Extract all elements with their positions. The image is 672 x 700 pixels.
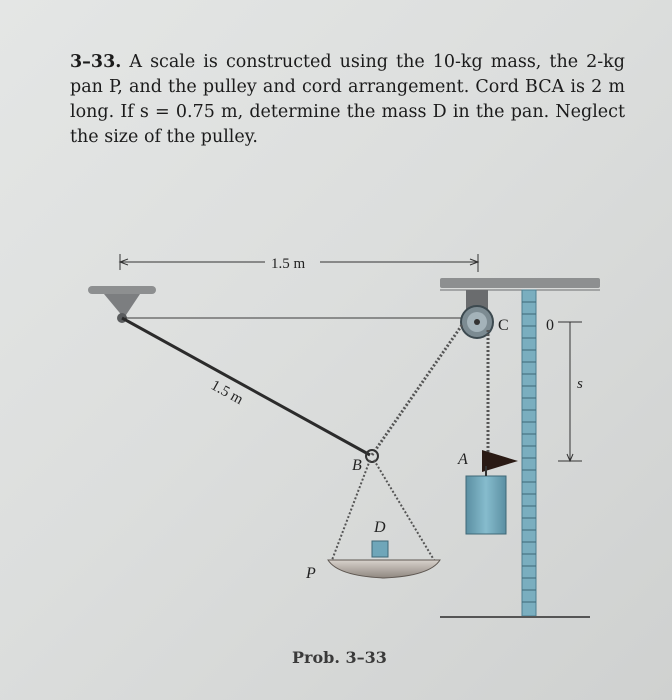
label-s: s bbox=[577, 376, 583, 392]
dimension-s bbox=[558, 322, 583, 461]
block-d bbox=[372, 541, 388, 557]
vertical-scale bbox=[522, 290, 536, 616]
label-b: B bbox=[352, 457, 362, 474]
label-d: D bbox=[374, 519, 386, 536]
ceiling-beam bbox=[440, 278, 600, 290]
pan-chain-left bbox=[332, 460, 370, 560]
problem-number: 3–33. bbox=[70, 52, 122, 72]
label-c: C bbox=[498, 317, 509, 334]
cord-ab-left bbox=[122, 318, 370, 455]
mass-10kg bbox=[466, 476, 506, 534]
label-p: P bbox=[306, 565, 316, 582]
cord-bc bbox=[372, 325, 462, 455]
problem-text: A scale is constructed using the 10-kg mass, the 2-kg pan P, and the pulley and cord arrangement. Cord BCA is 2 m long. If s = 0.75 m, determine the mass D in the pan. Neglect the size of the pulley. bbox=[70, 52, 625, 147]
pointer-a bbox=[482, 450, 518, 472]
label-a: A bbox=[458, 451, 468, 468]
ring-b bbox=[366, 450, 378, 462]
dim-cord-label: 1.5 m bbox=[208, 377, 246, 409]
pan-p bbox=[328, 560, 440, 578]
dim-top-label: 1.5 m bbox=[271, 256, 306, 272]
label-zero: 0 bbox=[546, 317, 554, 334]
dimension-1-5m-horizontal bbox=[120, 254, 478, 272]
left-support bbox=[88, 286, 156, 323]
figure-caption: Prob. 3–33 bbox=[292, 648, 387, 667]
